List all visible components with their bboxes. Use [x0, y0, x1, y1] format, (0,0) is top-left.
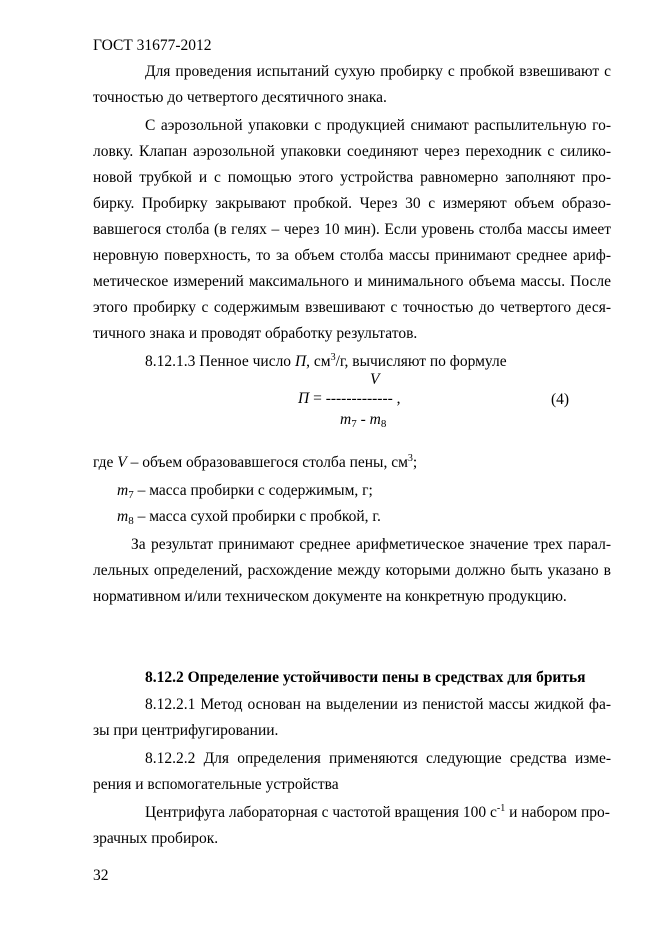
where-m8: $m_8$ – масса сухой пробирки с пробкой, г.	[117, 508, 381, 527]
paragraph-line: зы при центрифугировании.	[93, 722, 279, 739]
paragraph-line: бирку. Пробирку закрывают пробкой. Через 30 с измеряют объем образо-	[93, 195, 611, 212]
paragraph-line: зрачных пробирок.	[93, 830, 219, 847]
where-m7: $m_7$ – масса пробирки с содержимым, г;	[117, 482, 373, 501]
paragraph-line: точностью до четвертого десятичного знака.	[93, 89, 387, 106]
paragraph-line: нормативном и/или техническом документе на конкретную продукцию.	[93, 588, 567, 605]
paragraph-line: За результат принимают среднее арифметическое значение трех парал-	[131, 536, 611, 553]
paragraph-line: Для проведения испытаний сухую пробирку с пробкой взвешивают с	[145, 63, 611, 80]
paragraph-line: С аэрозольной упаковки с продукцией снимают распылительную го-	[145, 117, 611, 134]
paragraph-line: неровную поверхность, то за объем столба массы принимают среднее ариф-	[93, 247, 611, 264]
page-number: 32	[93, 867, 109, 884]
paragraph-line: ловку. Клапан аэрозольной упаковки соединяют через переходник с силико-	[93, 143, 611, 160]
formula-numerator: V	[370, 371, 380, 388]
paragraph-line: рения и вспомогательные устройства	[93, 776, 339, 793]
paragraph-line: метическое измерений максимального и минимального объема массы. После	[93, 273, 611, 290]
paragraph-line: новой трубкой и с помощью этого устройства равномерно заполняют про-	[93, 169, 611, 186]
where-v: где V – объем образовавшегося столба пены, $см^3$;	[93, 453, 418, 471]
paragraph-line: этого пробирку с содержимым взвешивают с точностью до четвертого деся-	[93, 299, 611, 316]
formula-denominator: $m_7 - m_8$	[340, 411, 387, 430]
formula-number: (4)	[551, 391, 570, 408]
paragraph-line: тичного знака и проводят обработку результатов.	[93, 325, 418, 342]
paragraph-line: 8.12.2.1 Метод основан на выделении из пенистой массы жидкой фа-	[145, 696, 611, 713]
paragraph-line: вавшегося столба (в гелях – через 10 мин). Если уровень столба массы имеет	[93, 221, 611, 238]
section-heading: 8.12.2 Определение устойчивости пены в средствах для бритья	[145, 669, 586, 686]
paragraph-line: Центрифуга лабораторная с частотой вращения 100 $с^{-1}$ и набором про-	[145, 803, 610, 821]
formula-main-line: П = ------------- ,	[298, 390, 401, 407]
document-header: ГОСТ 31677-2012	[93, 37, 212, 54]
formula-intro: 8.12.1.3 Пенное число П, $см^3/г$, вычисляют по формуле	[145, 352, 507, 370]
paragraph-line: лельных определений, расхождение между которыми должно быть указано в	[93, 562, 611, 579]
paragraph-line: 8.12.2.2 Для определения применяются следующие средства изме-	[145, 750, 611, 767]
